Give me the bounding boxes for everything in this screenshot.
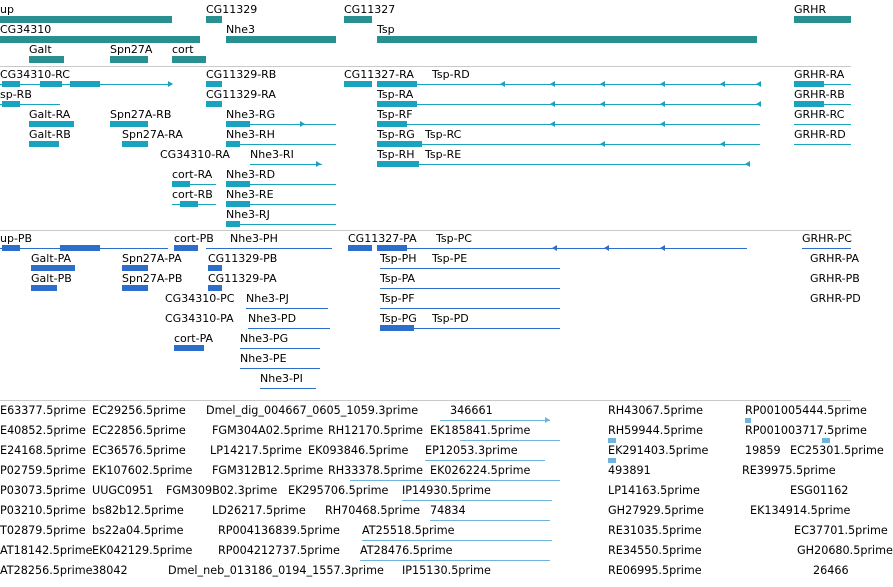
exon — [226, 221, 240, 227]
protein-feature[interactable] — [240, 348, 320, 349]
est-feature[interactable] — [430, 520, 550, 521]
transcript-label[interactable]: Galt-RB — [29, 128, 71, 141]
est-label[interactable]: IP14930.5prime — [402, 484, 491, 497]
strand-arrow — [550, 81, 555, 87]
cds-block — [2, 245, 20, 251]
gene-label[interactable]: GRHR — [794, 3, 827, 16]
gene-feature-spn27a[interactable] — [110, 56, 148, 63]
est-label[interactable]: RH70468.5prime — [325, 504, 421, 517]
exon — [70, 81, 100, 87]
protein-label[interactable]: GRHR-PB — [810, 272, 860, 285]
exon[interactable] — [122, 141, 148, 147]
est-label[interactable]: E63377.5prime — [0, 404, 86, 417]
protein-track — [0, 231, 861, 400]
protein-label[interactable]: CG11327-PA — [348, 232, 417, 245]
transcript-label[interactable]: GRHR-RB — [794, 88, 845, 101]
strand-arrow — [756, 81, 761, 87]
transcript-label[interactable]: Tsp-RA — [377, 88, 414, 101]
transcript-label[interactable]: GRHR-RC — [794, 108, 845, 121]
est-label[interactable]: P03210.5prime — [0, 504, 86, 517]
protein-feature[interactable] — [260, 388, 316, 389]
est-label[interactable]: RH33378.5prime — [328, 464, 424, 477]
cds-block[interactable] — [174, 245, 198, 251]
gene-feature-nhe3[interactable] — [226, 36, 336, 43]
cds-block[interactable] — [208, 265, 222, 271]
transcript-label[interactable]: Nhe3-RH — [226, 128, 275, 141]
protein-label[interactable]: Galt-PA — [31, 252, 72, 265]
transcript-label[interactable]: Galt-RA — [29, 108, 71, 121]
protein-label[interactable]: CG11329-PA — [208, 272, 277, 285]
protein-feature[interactable] — [380, 268, 560, 269]
strand-arrow — [600, 81, 605, 87]
protein-feature[interactable] — [240, 368, 320, 369]
est-label[interactable]: IP15130.5prime — [402, 564, 491, 577]
protein-label[interactable]: Tsp-PF — [380, 292, 415, 305]
transcript-label[interactable]: CG34310-RC — [0, 68, 70, 81]
protein-label[interactable]: Nhe3-PJ — [246, 292, 289, 305]
est-label[interactable]: T02879.5prime — [0, 524, 86, 537]
est-label[interactable]: RE39975.5prime — [742, 464, 836, 477]
est-label[interactable]: RP001005444.5prime — [745, 404, 867, 417]
transcript-feature[interactable] — [250, 164, 322, 165]
est-label[interactable]: Dmel_dig_004667_0605_1059.3prime — [206, 404, 419, 417]
est-label[interactable]: 346661 — [450, 404, 493, 417]
exon — [377, 141, 422, 147]
cds-block[interactable] — [122, 285, 148, 291]
strand-arrow — [600, 101, 605, 107]
est-label[interactable]: EK026224.5prime — [430, 464, 531, 477]
protein-label[interactable]: Tsp-PA — [380, 272, 416, 285]
transcript-label[interactable]: Nhe3-RJ — [226, 208, 270, 221]
transcript-label[interactable]: Spn27A-RB — [110, 108, 172, 121]
strand-arrow — [545, 417, 550, 423]
gene-feature-tsp[interactable] — [377, 36, 757, 43]
strand-arrow — [745, 161, 750, 167]
est-label[interactable]: RH43067.5prime — [608, 404, 704, 417]
est-label[interactable]: EP12053.3prime — [425, 444, 518, 457]
transcript-label[interactable]: Nhe3-RE — [226, 188, 274, 201]
est-label[interactable]: EC22856.5prime — [92, 424, 186, 437]
transcript-label[interactable]: GRHR-RA — [794, 68, 845, 81]
protein-label[interactable]: CG11329-PB — [208, 252, 278, 265]
gene-label[interactable]: CG11327 — [344, 3, 396, 16]
transcript-label[interactable]: CG11329-RA — [206, 88, 276, 101]
transcript-feature[interactable] — [377, 124, 760, 125]
cds-block — [380, 325, 414, 331]
est-block — [745, 418, 751, 423]
exon — [794, 81, 824, 87]
est-label[interactable]: UUGC0951 — [92, 484, 154, 497]
protein-label[interactable]: GRHR-PD — [810, 292, 861, 305]
gene-feature-cort[interactable] — [172, 56, 206, 63]
est-label[interactable]: EC36576.5prime — [92, 444, 186, 457]
est-label[interactable]: 26466 — [813, 564, 849, 577]
transcript-label[interactable]: Tsp-RH — [377, 148, 415, 161]
est-feature[interactable] — [440, 420, 550, 421]
exon — [172, 181, 190, 187]
est-label[interactable]: EC37701.5prime — [794, 524, 888, 537]
transcript-feature[interactable] — [377, 84, 760, 85]
est-label[interactable]: AT25518.5prime — [362, 524, 455, 537]
transcript-feature[interactable] — [377, 164, 747, 165]
exon — [226, 121, 250, 127]
cds-block[interactable] — [348, 245, 372, 251]
est-feature[interactable] — [360, 560, 550, 561]
gene-label[interactable]: Nhe3 — [226, 23, 255, 36]
protein-feature[interactable] — [380, 288, 560, 289]
gene-label[interactable]: cort — [172, 43, 194, 56]
protein-label[interactable]: GRHR-PC — [802, 232, 852, 245]
exon — [377, 161, 419, 167]
strand-arrow — [660, 245, 665, 251]
transcript-label[interactable]: Nhe3-RD — [226, 168, 276, 181]
strand-arrow — [600, 141, 605, 147]
strand-arrow — [756, 101, 761, 107]
exon — [226, 201, 250, 207]
strand-arrow — [300, 121, 305, 127]
protein-label[interactable]: Spn27A-PB — [122, 272, 183, 285]
transcript-label[interactable]: cort-RB — [172, 188, 213, 201]
transcript-feature[interactable] — [226, 224, 336, 225]
exon — [377, 121, 407, 127]
est-label[interactable]: GH20680.5prime — [797, 544, 893, 557]
strand-arrow — [660, 101, 665, 107]
est-block — [608, 458, 616, 463]
est-label[interactable]: bs82b12.5prime — [92, 504, 184, 517]
est-label[interactable]: GH27929.5prime — [608, 504, 704, 517]
est-label[interactable]: LD26217.5prime — [212, 504, 306, 517]
cds-block[interactable] — [31, 265, 75, 271]
gene-feature-grhr[interactable] — [794, 16, 851, 23]
transcript-label[interactable]: Nhe3-RI — [250, 148, 294, 161]
est-label[interactable]: EK295706.5prime — [288, 484, 389, 497]
exon — [377, 101, 417, 107]
est-label[interactable]: AT28476.5prime — [360, 544, 453, 557]
exon[interactable] — [110, 121, 148, 127]
cds-block[interactable] — [31, 285, 57, 291]
est-label[interactable]: LP14163.5prime — [608, 484, 700, 497]
est-feature[interactable] — [350, 480, 560, 481]
est-label[interactable]: RP004212737.5prime — [218, 544, 340, 557]
transcript-label[interactable]: Tsp-RC — [425, 128, 462, 141]
est-label[interactable]: EK291403.5prime — [608, 444, 709, 457]
gene-track — [0, 0, 851, 66]
exon — [180, 201, 198, 207]
transcript-label[interactable]: Nhe3-RG — [226, 108, 276, 121]
transcript-track — [0, 67, 851, 230]
protein-feature[interactable] — [380, 308, 560, 309]
protein-label[interactable]: up-PB — [0, 232, 33, 245]
est-block — [608, 438, 616, 443]
gene-feature-galt[interactable] — [29, 56, 64, 63]
est-label[interactable]: RH59944.5prime — [608, 424, 704, 437]
est-label[interactable]: RE06995.5prime — [608, 564, 702, 577]
exon[interactable] — [206, 81, 222, 87]
cds-block — [60, 245, 100, 251]
est-label[interactable]: 19859 — [745, 444, 781, 457]
transcript-label[interactable]: CG11327-RA — [344, 68, 414, 81]
est-label[interactable]: FGM309B02.3prime — [166, 484, 278, 497]
protein-label[interactable]: Nhe3-PE — [240, 352, 287, 365]
est-label[interactable]: ESG01162 — [790, 484, 849, 497]
protein-label[interactable]: cort-PA — [174, 332, 214, 345]
strand-arrow — [316, 161, 321, 167]
strand-arrow — [660, 81, 665, 87]
transcript-label[interactable]: CG34310-RA — [160, 148, 230, 161]
exon — [794, 101, 824, 107]
gene-feature-cg11327[interactable] — [344, 16, 372, 23]
est-label[interactable]: RP004136839.5prime — [218, 524, 340, 537]
protein-label[interactable]: Spn27A-PA — [122, 252, 182, 265]
transcript-label[interactable]: Tsp-RF — [377, 108, 413, 121]
strand-arrow — [168, 81, 173, 87]
est-label[interactable]: Dmel_neb_013186_0194_1557.3prime — [168, 564, 384, 577]
transcript-label[interactable]: CG11329-RB — [206, 68, 277, 81]
gene-label[interactable]: CG34310 — [0, 23, 52, 36]
transcript-label[interactable]: Tsp-RE — [425, 148, 462, 161]
est-label[interactable]: 493891 — [608, 464, 651, 477]
strand-arrow — [720, 141, 725, 147]
strand-arrow — [660, 121, 665, 127]
exon[interactable] — [206, 101, 222, 107]
gene-feature-up[interactable] — [0, 16, 172, 23]
gene-label[interactable]: Tsp — [377, 23, 395, 36]
est-label[interactable]: 74834 — [430, 504, 466, 517]
protein-label[interactable]: Tsp-PG — [380, 312, 417, 325]
est-feature[interactable] — [460, 440, 560, 441]
exon — [2, 81, 20, 87]
est-label[interactable]: RE34550.5prime — [608, 544, 702, 557]
strand-arrow — [500, 81, 505, 87]
protein-label[interactable]: Tsp-PE — [432, 252, 468, 265]
gene-label[interactable]: up — [0, 3, 14, 16]
protein-label[interactable]: Nhe3-PD — [248, 312, 297, 325]
cds-block[interactable] — [174, 345, 204, 351]
protein-label[interactable]: Tsp-PH — [380, 252, 417, 265]
exon — [2, 101, 20, 107]
strand-arrow — [550, 121, 555, 127]
exon — [40, 81, 62, 87]
est-label[interactable]: EK134914.5prime — [750, 504, 851, 517]
est-feature[interactable] — [402, 500, 552, 501]
protein-label[interactable]: GRHR-PA — [810, 252, 860, 265]
exon — [377, 81, 417, 87]
est-label[interactable]: bs22a04.5prime — [92, 524, 184, 537]
est-track — [0, 401, 893, 587]
protein-label[interactable]: Tsp-PC — [436, 232, 472, 245]
protein-feature[interactable] — [802, 248, 851, 249]
protein-label[interactable]: cort-PB — [174, 232, 214, 245]
est-label[interactable]: P03073.5prime — [0, 484, 86, 497]
protein-label[interactable]: CG34310-PA — [165, 312, 234, 325]
protein-label[interactable]: Nhe3-PI — [260, 372, 303, 385]
cds-block[interactable] — [208, 285, 222, 291]
transcript-label[interactable]: cort-RA — [172, 168, 213, 181]
transcript-label[interactable]: Tsp-RG — [377, 128, 415, 141]
strand-arrow — [604, 245, 609, 251]
protein-feature[interactable] — [377, 248, 747, 249]
est-label[interactable]: AT18142.5prime — [0, 544, 93, 557]
est-label[interactable]: AT28256.5prime — [0, 564, 93, 577]
exon[interactable] — [344, 81, 372, 87]
gene-feature-cg11329[interactable] — [206, 16, 222, 23]
transcript-label[interactable]: Spn27A-RA — [122, 128, 183, 141]
est-label[interactable]: EK107602.5prime — [92, 464, 193, 477]
strand-arrow — [720, 81, 725, 87]
transcript-label[interactable]: Tsp-RD — [432, 68, 470, 81]
protein-label[interactable]: Tsp-PD — [432, 312, 469, 325]
gene-label[interactable]: Galt — [29, 43, 52, 56]
protein-label[interactable]: Galt-PB — [31, 272, 72, 285]
cds-block[interactable] — [122, 265, 148, 271]
est-label[interactable]: EK185841.5prime — [430, 424, 531, 437]
transcript-feature[interactable] — [794, 124, 851, 125]
cds-block — [377, 245, 407, 251]
strand-arrow — [552, 245, 557, 251]
est-label[interactable]: P02759.5prime — [0, 464, 86, 477]
est-label[interactable]: EK093846.5prime — [308, 444, 409, 457]
exon[interactable] — [29, 121, 74, 127]
gene-label[interactable]: CG11329 — [206, 3, 258, 16]
est-label[interactable]: 38042 — [92, 564, 128, 577]
transcript-label[interactable]: GRHR-RD — [794, 128, 846, 141]
est-label[interactable]: EC25301.5prime — [790, 444, 884, 457]
transcript-label[interactable]: sp-RB — [0, 88, 32, 101]
strand-arrow — [550, 101, 555, 107]
est-label[interactable]: FGM304A02.5prime — [212, 424, 324, 437]
transcript-feature[interactable] — [377, 144, 760, 145]
protein-feature[interactable] — [246, 308, 328, 309]
est-label[interactable]: EC29256.5prime — [92, 404, 186, 417]
est-block — [822, 438, 830, 443]
exon — [226, 141, 240, 147]
transcript-feature[interactable] — [226, 144, 336, 145]
est-label[interactable]: FGM312B12.5prime — [212, 464, 324, 477]
transcript-feature[interactable] — [794, 144, 851, 145]
exon — [226, 181, 250, 187]
protein-feature[interactable] — [206, 248, 332, 249]
est-feature[interactable] — [425, 460, 545, 461]
protein-feature[interactable] — [248, 328, 330, 329]
est-label[interactable]: RP001003717.5prime — [745, 424, 867, 437]
est-label[interactable]: EK042129.5prime — [92, 544, 193, 557]
est-label[interactable]: E24168.5prime — [0, 444, 86, 457]
protein-label[interactable]: Nhe3-PG — [240, 332, 289, 345]
protein-label[interactable]: Nhe3-PH — [230, 232, 278, 245]
gene-label[interactable]: Spn27A — [110, 43, 153, 56]
gene-feature-cg34310[interactable] — [0, 36, 200, 43]
est-label[interactable]: RE31035.5prime — [608, 524, 702, 537]
exon[interactable] — [29, 141, 59, 147]
est-label[interactable]: LP14217.5prime — [210, 444, 302, 457]
protein-label[interactable]: CG34310-PC — [165, 292, 235, 305]
transcript-feature[interactable] — [377, 104, 760, 105]
est-label[interactable]: E40852.5prime — [0, 424, 86, 437]
est-feature[interactable] — [362, 540, 552, 541]
est-label[interactable]: RH12170.5prime — [328, 424, 424, 437]
